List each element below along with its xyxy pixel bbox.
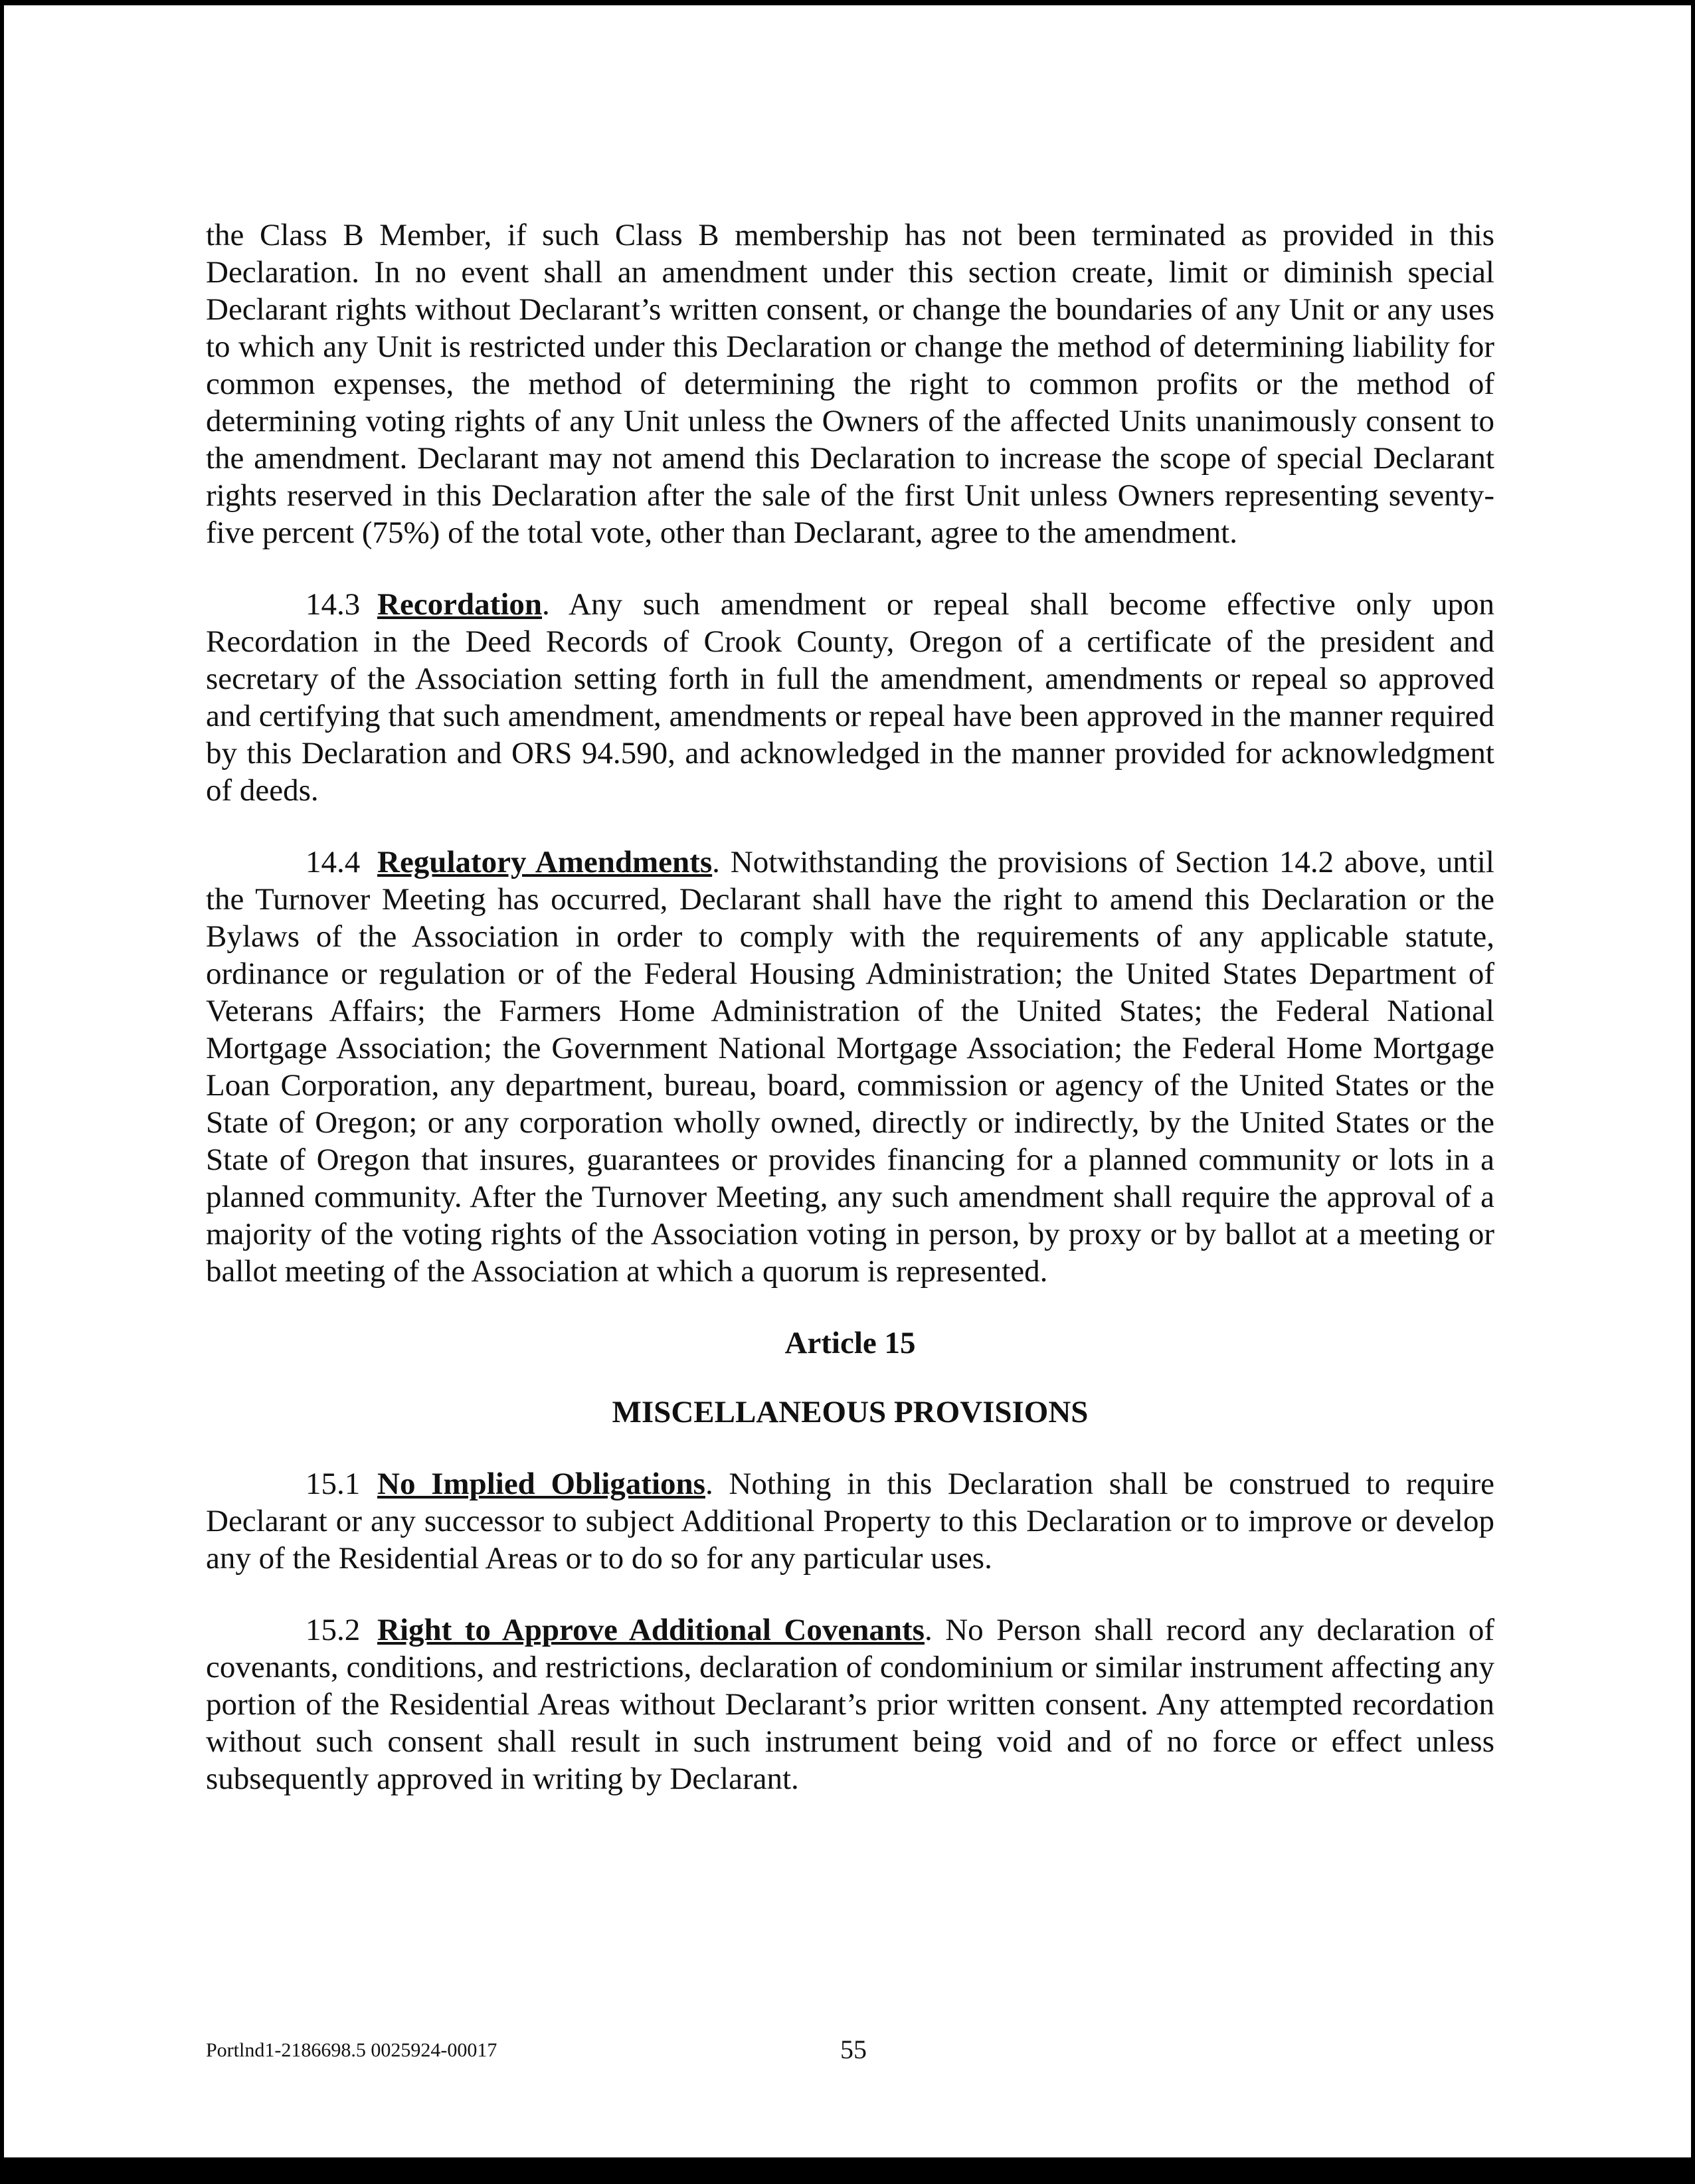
section-body: . Nothing in this Declaration shall be construed to require Declarant or any successor to subject Additional Property to this Declaration or to improve or develop any of the Residential Areas or to do so for any particular uses. — [206, 1467, 1495, 1576]
continuation-paragraph: the Class B Member, if such Class B membership has not been terminated as provided in this Declaration. In no event shall an amendment under this section create, limit or diminish special Declarant rights without Declarant’s written consent, or change the boundaries of any Unit or any uses to which any Unit is restricted under this Declaration or change the method of determining liability for common expenses, the method of determining the right to common profits or the method of determining voting rights of any Unit unless the Owners of the affected Units unanimously consent to the amendment. Declarant may not amend this Declaration to increase the scope of special Declarant rights reserved in this Declaration after the sale of the first Unit unless Owners representing seventy-five percent (75%) of the total vote, other than Declarant, agree to the amendment. — [206, 218, 1494, 550]
scan-border-left — [0, 0, 4, 2184]
section-body: . No Person shall record any declaration of covenants, conditions, and restrictions, declaration of condominium or similar instrument affecting any portion of the Residential Areas without Declarant’s prior written consent. Any attempted recordation without such consent shall result in such instrument being void and of no force or effect unless subsequently approved in writing by Declarant. — [206, 1613, 1494, 1796]
section-number: 15.1 — [306, 1467, 361, 1501]
scan-border-bottom — [0, 2157, 1695, 2184]
scan-border-top — [0, 0, 1695, 5]
section-heading: Right to Approve Additional Covenants — [377, 1613, 925, 1647]
section-body: . Notwithstanding the provisions of Section 14.2 above, until the Turnover Meeting has occurred, Declarant shall have the right to amend this Declaration or the Bylaws of the Association in order to comply with the requirements of any applicable statute, ordinance or regulation or of the Federal Housing Administration; the United States Department of Veterans Affairs; the Farmers Home Administration of the United States; the Federal National Mortgage Association; the Government National Mortgage Association; the Federal Home Mortgage Loan Corporation, any department, bureau, board, commission or agency of the United States or the State of Oregon; or any corporation wholly owned, directly or indirectly, by the United States or the State of Oregon that insures, guarantees or provides financing for a planned community or lots in a planned community. After the Turnover Meeting, any such amendment shall require the approval of a majority of the voting rights of the Association voting in person, by proxy or by ballot at a meeting or ballot meeting of the Association at which a quorum is represented. — [206, 845, 1494, 1289]
section-heading: Recordation — [377, 587, 543, 622]
section-number: 14.4 — [306, 845, 361, 879]
document-page — [206, 217, 1494, 1797]
section-body: . Any such amendment or repeal shall become effective only upon Recordation in the Deed Records of Crook County, Oregon of a certificate of the president and secretary of the Association setting forth in full the amendment, amendments or repeal so approved and certifying that such amendment, amendments or repeal have been approved in the manner required by this Declaration and ORS 94.590, and acknowledged in the manner provided for acknowledgment of deeds. — [206, 587, 1494, 808]
section-14-4 — [206, 844, 1494, 1290]
section-15-1 — [206, 1465, 1494, 1577]
section-number: 14.3 — [306, 587, 361, 622]
document-id: Portlnd1-2186698.5 0025924-00017 — [206, 2039, 497, 2061]
page-number: 55 — [840, 2035, 867, 2064]
article-label: Article 15 — [784, 1326, 916, 1360]
section-heading: Regulatory Amendments — [377, 845, 713, 879]
section-15-2 — [206, 1611, 1494, 1797]
section-14-3 — [206, 586, 1494, 809]
section-heading: No Implied Obligations — [377, 1467, 705, 1501]
section-number: 15.2 — [306, 1613, 361, 1647]
scan-border-right — [1691, 0, 1695, 2184]
article-title: MISCELLANEOUS PROVISIONS — [612, 1395, 1089, 1429]
